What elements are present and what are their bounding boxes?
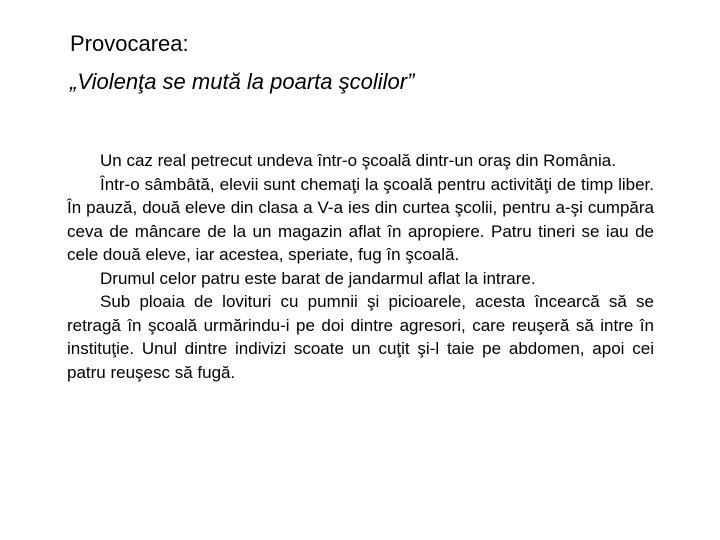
title-subheading: „Violenţa se mută la poarta şcolilor” xyxy=(70,69,415,94)
paragraph-intro: Un caz real petrecut undeva într-o şcoală dintr-un oraş din România. xyxy=(100,151,616,170)
paragraph-attack: Sub ploaia de lovituri cu pumnii şi picioarele, acesta încearcă să se retragă în şcoală urmărindu-i pe doi dintre agresori, care reuşeră să intre în instituţie. Unul dintre indivizi scoate un cuţit şi-l taie pe abdomen, apoi cei patru reuşesc să fugă. xyxy=(67,292,654,382)
story-text xyxy=(67,149,654,384)
paragraph-incident: Într-o sâmbâtă, elevii sunt chemaţi la şcoală pentru activităţi de timp liber. În pauză, două eleve din clasa a V-a ies din curtea şcolii, pentru a-şi cumpăra ceva de mâncare de la un magazin aflat în apropiere. Patru tineri se iau de cele două eleve, iar acestea, speriate, fug în şcoală. xyxy=(67,174,654,264)
slide-title xyxy=(70,26,414,100)
title-heading: Provocarea: xyxy=(70,31,189,56)
paragraph-gendarme: Drumul celor patru este barat de jandarmul aflat la intrare. xyxy=(100,268,536,288)
